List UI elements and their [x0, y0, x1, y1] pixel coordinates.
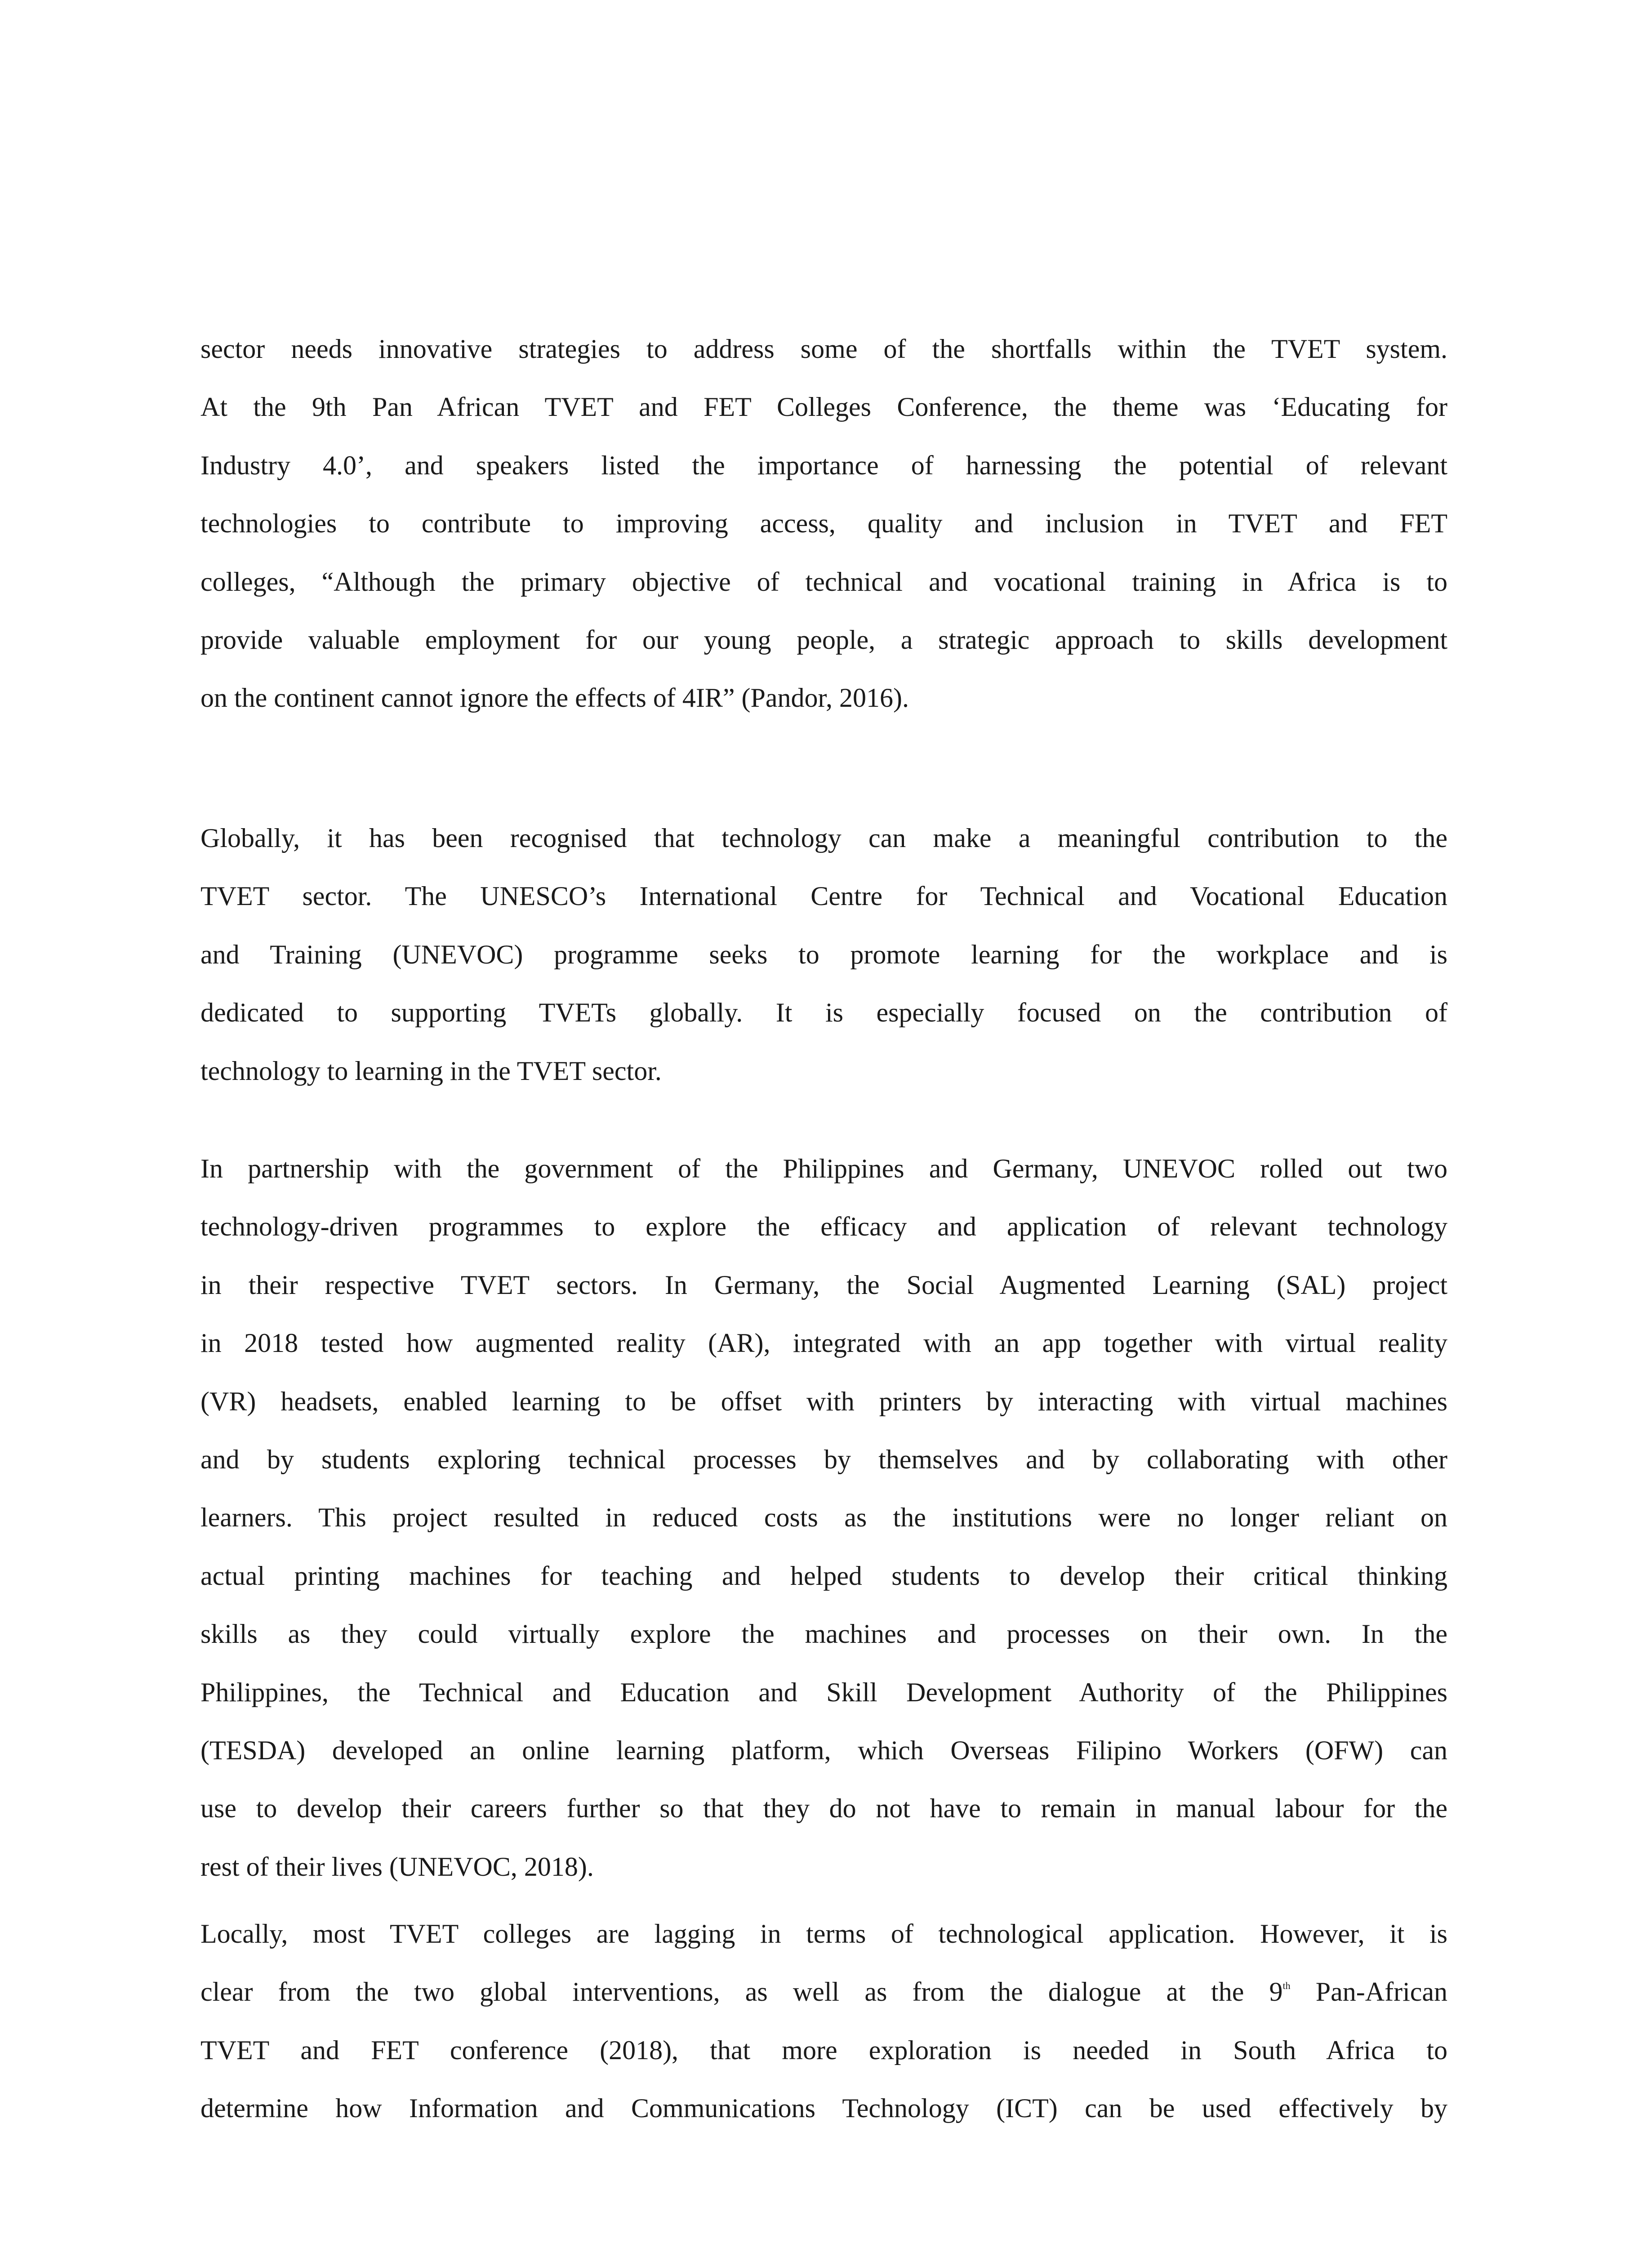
text-line: technology to learning in the TVET sector. [200, 1056, 662, 1086]
paragraph-local-tvet [200, 1905, 1447, 2138]
text-line: provide valuable employment for our young people, a strategic approach to skills development [200, 624, 1447, 655]
text-line: At the 9th Pan African TVET and FET Colleges Conference, the theme was ‘Educating for [200, 392, 1447, 422]
text-line: and by students exploring technical processes by themselves and by collaborating with other [200, 1444, 1447, 1474]
text-line: TVET and FET conference (2018), that more exploration is needed in South Africa to [200, 2035, 1447, 2065]
text-line: in their respective TVET sectors. In Germany, the Social Augmented Learning (SAL) project [200, 1270, 1447, 1300]
text-segment: clear from the two global interventions, as well as from the dialogue at the 9 [200, 1977, 1283, 2007]
text-line: Locally, most TVET colleges are lagging in terms of technological application. However, it is [200, 1919, 1447, 1949]
text-line: Industry 4.0’, and speakers listed the importance of harnessing the potential of relevant [200, 450, 1447, 480]
text-line: rest of their lives (UNEVOC, 2018). [200, 1851, 594, 1882]
text-line: colleges, “Although the primary objective of technical and vocational training in Africa is to [200, 566, 1447, 597]
text-line: on the continent cannot ignore the effects of 4IR” (Pandor, 2016). [200, 683, 909, 713]
paragraph-4ir-conference [200, 320, 1447, 727]
text-line: and Training (UNEVOC) programme seeks to promote learning for the workplace and is [200, 939, 1447, 969]
ordinal-suffix: th [1282, 1980, 1291, 1992]
text-line: in 2018 tested how augmented reality (AR), integrated with an app together with virtual reality [200, 1328, 1447, 1358]
text-line: learners. This project resulted in reduced costs as the institutions were no longer reliant on [200, 1503, 1447, 1533]
text-line: (TESDA) developed an online learning platform, which Overseas Filipino Workers (OFW) can [200, 1735, 1447, 1765]
text-line: dedicated to supporting TVETs globally. It is especially focused on the contribution of [200, 998, 1447, 1028]
text-line: skills as they could virtually explore the machines and processes on their own. In the [200, 1619, 1447, 1649]
text-line: sector needs innovative strategies to address some of the shortfalls within the TVET system. [200, 334, 1447, 364]
text-line: use to develop their careers further so that they do not have to remain in manual labour for the [200, 1793, 1447, 1824]
text-line: (VR) headsets, enabled learning to be offset with printers by interacting with virtual machines [200, 1386, 1447, 1416]
text-line: technologies to contribute to improving access, quality and inclusion in TVET and FET [200, 508, 1447, 539]
text-line: Philippines, the Technical and Education and Skill Development Authority of the Philippines [200, 1677, 1447, 1707]
text-line-with-ordinal [200, 1963, 1447, 2021]
text-line: Globally, it has been recognised that technology can make a meaningful contribution to the [200, 823, 1447, 853]
text-line: In partnership with the government of the Philippines and Germany, UNEVOC rolled out two [200, 1154, 1447, 1183]
paragraph-unevoc-global [200, 809, 1447, 1100]
text-line: actual printing machines for teaching and helped students to develop their critical thinking [200, 1561, 1447, 1591]
text-line: determine how Information and Communications Technology (ICT) can be used effectively by [200, 2093, 1447, 2123]
text-line: TVET sector. The UNESCO’s International Centre for Technical and Vocational Education [200, 881, 1447, 911]
paragraph-philippines-germany [200, 1140, 1447, 1896]
text-line: technology-driven programmes to explore the efficacy and application of relevant technology [200, 1212, 1447, 1242]
text-segment: Pan-African [1290, 1977, 1447, 2007]
